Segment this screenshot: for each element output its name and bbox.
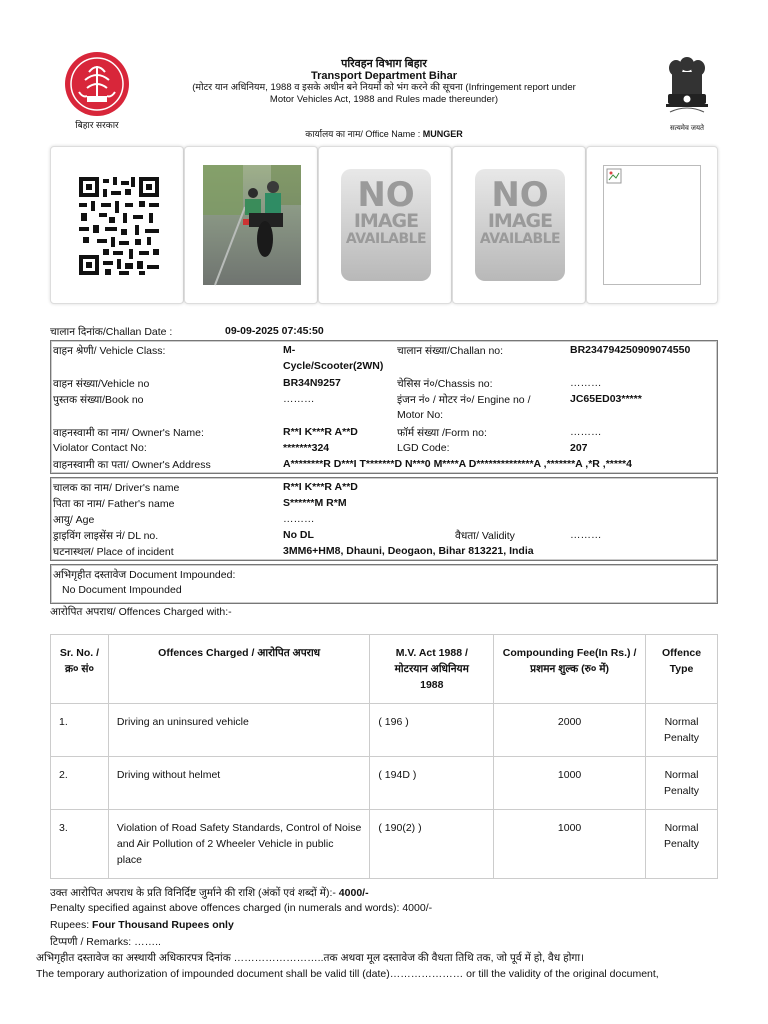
owner-address-label: वाहनस्वामी का पता/ Owner's Address (53, 459, 211, 471)
sr-cell: 2. (51, 757, 109, 810)
vehicle-no-label: वाहन संख्या/Vehicle no (53, 378, 150, 390)
hindi-amount-label: उक्त आरोपित अपराध के प्रति विनिर्दिष्ट जुर्माने की राशि (अंकों एवं शब्दों में):- (50, 887, 336, 899)
challan-date-value: 09-09-2025 07:45:50 (225, 325, 324, 337)
sr-header: Sr. No. / क्र० सं० (51, 635, 109, 704)
vehicle-no-value: BR34N9257 (283, 377, 341, 389)
document-label: अभिगृहीत दस्तावेज Document Impounded: (53, 569, 236, 581)
emblem-caption: सत्यमेव जयते (669, 125, 705, 132)
office-name (0, 127, 768, 140)
place-value: 3MM6+HM8, Dhauni, Deogaon, Bihar 813221, India (283, 545, 534, 557)
title-english: Transport Department Bihar (310, 70, 458, 82)
offences-table (50, 634, 718, 879)
office-value: MUNGER (422, 129, 463, 139)
rupees-value: Four Thousand Rupees only (92, 919, 234, 931)
vehicle-class-value-2: Cycle/Scooter(2WN) (283, 360, 384, 372)
chassis-value: ……… (570, 377, 602, 389)
incident-photo-box (184, 146, 318, 304)
type-cell: Normal Penalty (646, 757, 718, 810)
no-image-placeholder (475, 169, 565, 281)
section-cell: ( 196 ) (370, 704, 494, 757)
bihar-govt-logo (62, 52, 132, 132)
document-value: No Document Impounded (62, 584, 182, 596)
no-image-box-2 (452, 146, 586, 304)
subtitle-line2: Motor Vehicles Act, 1988 and Rules made thereunder) (269, 94, 499, 105)
no-image-placeholder (341, 169, 431, 281)
no-image-text-1: NO (491, 175, 549, 215)
no-image-text-3: AVAILABLE (345, 231, 427, 247)
fee-cell: 1000 (494, 810, 646, 879)
offence-header: Offences Charged / आरोपित अपराध (108, 635, 369, 704)
no-image-text-2: IMAGE (353, 210, 419, 232)
fee-cell: 2000 (494, 704, 646, 757)
subtitle-line1: (मोटर यान अधिनियम, 1988 व इसके अधीन बने नियमों को भंग करने की सूचना (Infringement report under (192, 82, 576, 93)
driver-name-value: R**I K***R A**D (283, 481, 358, 493)
bihar-caption: बिहार सरकार (75, 120, 119, 130)
type-cell: Normal Penalty (646, 704, 718, 757)
english-authorization: The temporary authorization of impounded document shall be valid till (date)………………… or till the validity of the original document, (36, 968, 659, 980)
type-header: Offence Type (646, 635, 718, 704)
table-row (51, 757, 718, 810)
no-image-box-1 (318, 146, 452, 304)
broken-image-box (586, 146, 718, 304)
form-no-value: ……… (570, 426, 602, 438)
hindi-authorization: अभिगृहीत दस्तावेज का अस्थायी अधिकारपत्र दिनांक ……………………..तक अथवा मूल दस्तावेज की वैधता तिथि तक, जो पूर्व में हो, वैध होगा। (36, 952, 585, 964)
engine-label-1: इंजन नं० / मोटर नं०/ Engine no / (397, 394, 531, 406)
document-header (180, 58, 588, 106)
validity-value: ……… (570, 529, 602, 541)
act-header: M.V. Act 1988 / मोटरयान अधिनियम 1988 (370, 635, 494, 704)
fee-cell: 1000 (494, 757, 646, 810)
hindi-amount-line (50, 886, 369, 900)
qr-code-box (50, 146, 184, 304)
offence-cell: Violation of Road Safety Standards, Control of Noise and Air Pollution of 2 Wheeler Vehicle in public place (108, 810, 369, 879)
lgd-value: 207 (570, 442, 588, 454)
rupees-line (50, 919, 234, 931)
father-name-label: पिता का नाम/ Father's name (53, 498, 175, 510)
validity-label: वैधता/ Validity (455, 530, 515, 542)
father-name-value: S******M R*M (283, 497, 347, 509)
owner-address-value: A********R D***I T*******D N***0 M****A D**************A ,*******A ,*R ,*****4 (283, 458, 632, 470)
vehicle-class-value-1: M- (283, 344, 296, 356)
engine-value: JC65ED03***** (570, 393, 642, 405)
vehicle-class-label: वाहन श्रेणी/ Vehicle Class: (53, 345, 166, 357)
contact-value: *******324 (283, 442, 330, 454)
table-header-row (51, 635, 718, 704)
engine-label-2: Motor No: (397, 409, 444, 421)
challan-no-label: चालान संख्या/Challan no: (397, 345, 504, 357)
contact-label: Violator Contact No: (53, 442, 147, 454)
age-value: ……… (283, 513, 315, 525)
age-label: आयु/ Age (53, 514, 95, 526)
qr-code-icon (51, 147, 185, 305)
no-image-text-3: AVAILABLE (479, 231, 561, 247)
no-image-text-1: NO (357, 175, 415, 215)
place-label: घटनास्थल/ Place of incident (53, 546, 174, 558)
owner-name-label: वाहनस्वामी का नाम/ Owner's Name: (53, 427, 204, 439)
english-amount: Penalty specified against above offences charged (in numerals and words): 4000/- (50, 902, 433, 914)
dl-label: ड्राइविंग लाइसेंस नं/ DL no. (53, 530, 159, 542)
section-cell: ( 190(2) ) (370, 810, 494, 879)
sr-cell: 1. (51, 704, 109, 757)
table-row (51, 704, 718, 757)
lgd-label: LGD Code: (397, 442, 450, 454)
hindi-amount-value: 4000/- (338, 887, 369, 899)
ashoka-emblem-icon (662, 52, 712, 120)
offence-cell: Driving without helmet (108, 757, 369, 810)
broken-image-icon (606, 168, 622, 184)
office-label: कार्यालय का नाम/ Office Name : (305, 129, 421, 139)
form-no-label: फॉर्म संख्या /Form no: (397, 427, 487, 439)
type-cell: Normal Penalty (646, 810, 718, 879)
chassis-label: चेसिस नं०/Chassis no: (397, 378, 493, 390)
table-row (51, 810, 718, 879)
no-image-text-2: IMAGE (487, 210, 553, 232)
challan-date-label: चालान दिनांक/Challan Date : (50, 326, 173, 338)
driver-name-label: चालक का नाम/ Driver's name (53, 482, 180, 494)
broken-image (603, 165, 701, 285)
sr-cell: 3. (51, 810, 109, 879)
incident-photo (185, 147, 319, 305)
remarks: टिप्पणी / Remarks: …….. (50, 936, 161, 948)
section-cell: ( 194D ) (370, 757, 494, 810)
dl-value: No DL (283, 529, 314, 541)
national-emblem (652, 52, 722, 132)
book-no-label: पुस्तक संख्या/Book no (53, 394, 144, 406)
fee-header: Compounding Fee(In Rs.) / प्रशमन शुल्क (रु० में) (494, 635, 646, 704)
title-hindi: परिवहन विभाग बिहार (341, 58, 427, 70)
owner-name-value: R**I K***R A**D (283, 426, 358, 438)
challan-no-value: BR234794250909074550 (570, 344, 691, 356)
offences-label: आरोपित अपराध/ Offences Charged with:- (50, 606, 232, 618)
vehicle-info-box (50, 340, 718, 474)
offence-cell: Driving an uninsured vehicle (108, 704, 369, 757)
rupees-label: Rupees: (50, 919, 90, 931)
book-no-value: ……… (283, 393, 315, 405)
